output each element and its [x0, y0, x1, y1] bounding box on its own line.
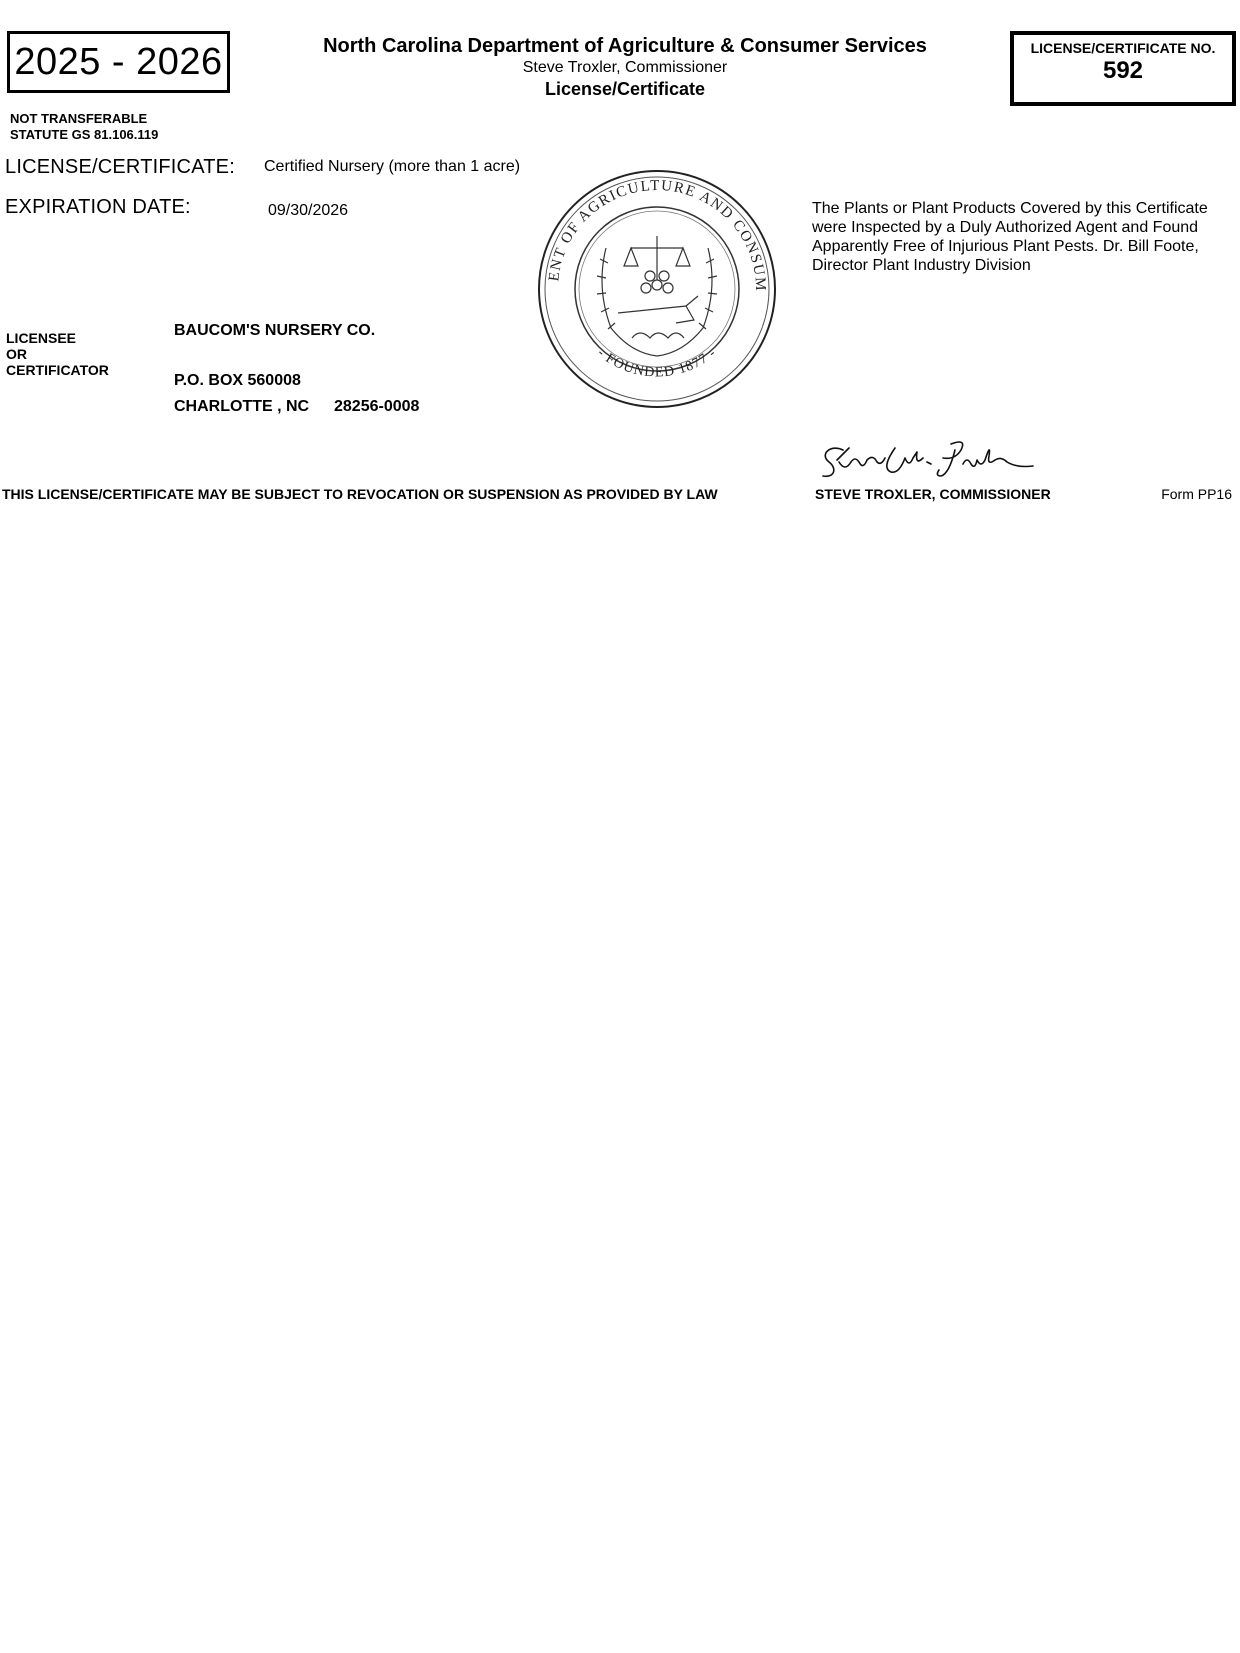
signature-graphic [815, 438, 1045, 486]
licensee-address-line: P.O. BOX 560008 [174, 372, 301, 389]
licensee-label [6, 330, 109, 378]
seal-outer-text: ENT OF AGRICULTURE AND CONSUM [546, 177, 769, 293]
revocation-notice: THIS LICENSE/CERTIFICATE MAY BE SUBJECT TO REVOCATION OR SUSPENSION AS PROVIDED BY LAW [2, 486, 718, 502]
seal-founded-text: - FOUNDED 1877 - [594, 345, 720, 381]
inspection-line: The Plants or Plant Products Covered by this Certificate [812, 200, 1208, 217]
license-number-value: 592 [1102, 57, 1144, 84]
licensee-city: CHARLOTTE , NC [174, 398, 310, 415]
statute-text: STATUTE GS 81.106.119 [10, 127, 159, 142]
expiration-label: EXPIRATION DATE: [5, 196, 191, 218]
commissioner-line: Steve Troxler, Commissioner [522, 59, 728, 76]
document-header [260, 34, 990, 100]
license-type-value: Certified Nursery (more than 1 acre) [264, 158, 521, 175]
licensee-label-line: OR [6, 346, 27, 362]
licensee-name: BAUCOM'S NURSERY CO. [174, 322, 376, 339]
seal-emblem-icon [597, 236, 717, 356]
inspection-line: were Inspected by a Duly Authorized Agent and Found [812, 219, 1199, 236]
form-number: Form PP16 [1161, 486, 1232, 502]
license-number-label: LICENSE/CERTIFICATE NO. [1030, 40, 1216, 56]
license-number-box [1010, 31, 1236, 106]
department-seal [536, 168, 778, 410]
seal-graphic [536, 168, 778, 410]
year-range-box [7, 31, 230, 93]
commissioner-signature [815, 438, 1045, 486]
inspection-line: Director Plant Industry Division [812, 257, 1031, 274]
restrictions [10, 111, 158, 143]
inspection-statement [812, 199, 1232, 275]
expiration-value: 09/30/2026 [268, 202, 349, 219]
signer-name: STEVE TROXLER, COMMISSIONER [815, 486, 1051, 502]
inspection-line: Apparently Free of Injurious Plant Pests. Dr. Bill Foote, [812, 238, 1199, 255]
license-type-label: LICENSE/CERTIFICATE: [5, 156, 235, 178]
licensee-label-line: CERTIFICATOR [6, 362, 109, 378]
licensee-label-line: LICENSEE [6, 330, 77, 346]
year-range: 2025 - 2026 [14, 40, 223, 83]
licensee-zip: 28256-0008 [334, 398, 420, 415]
department-name: North Carolina Department of Agriculture & Consumer Services [323, 35, 927, 57]
document-type: License/Certificate [544, 79, 706, 99]
not-transferable-text: NOT TRANSFERABLE [10, 111, 148, 126]
